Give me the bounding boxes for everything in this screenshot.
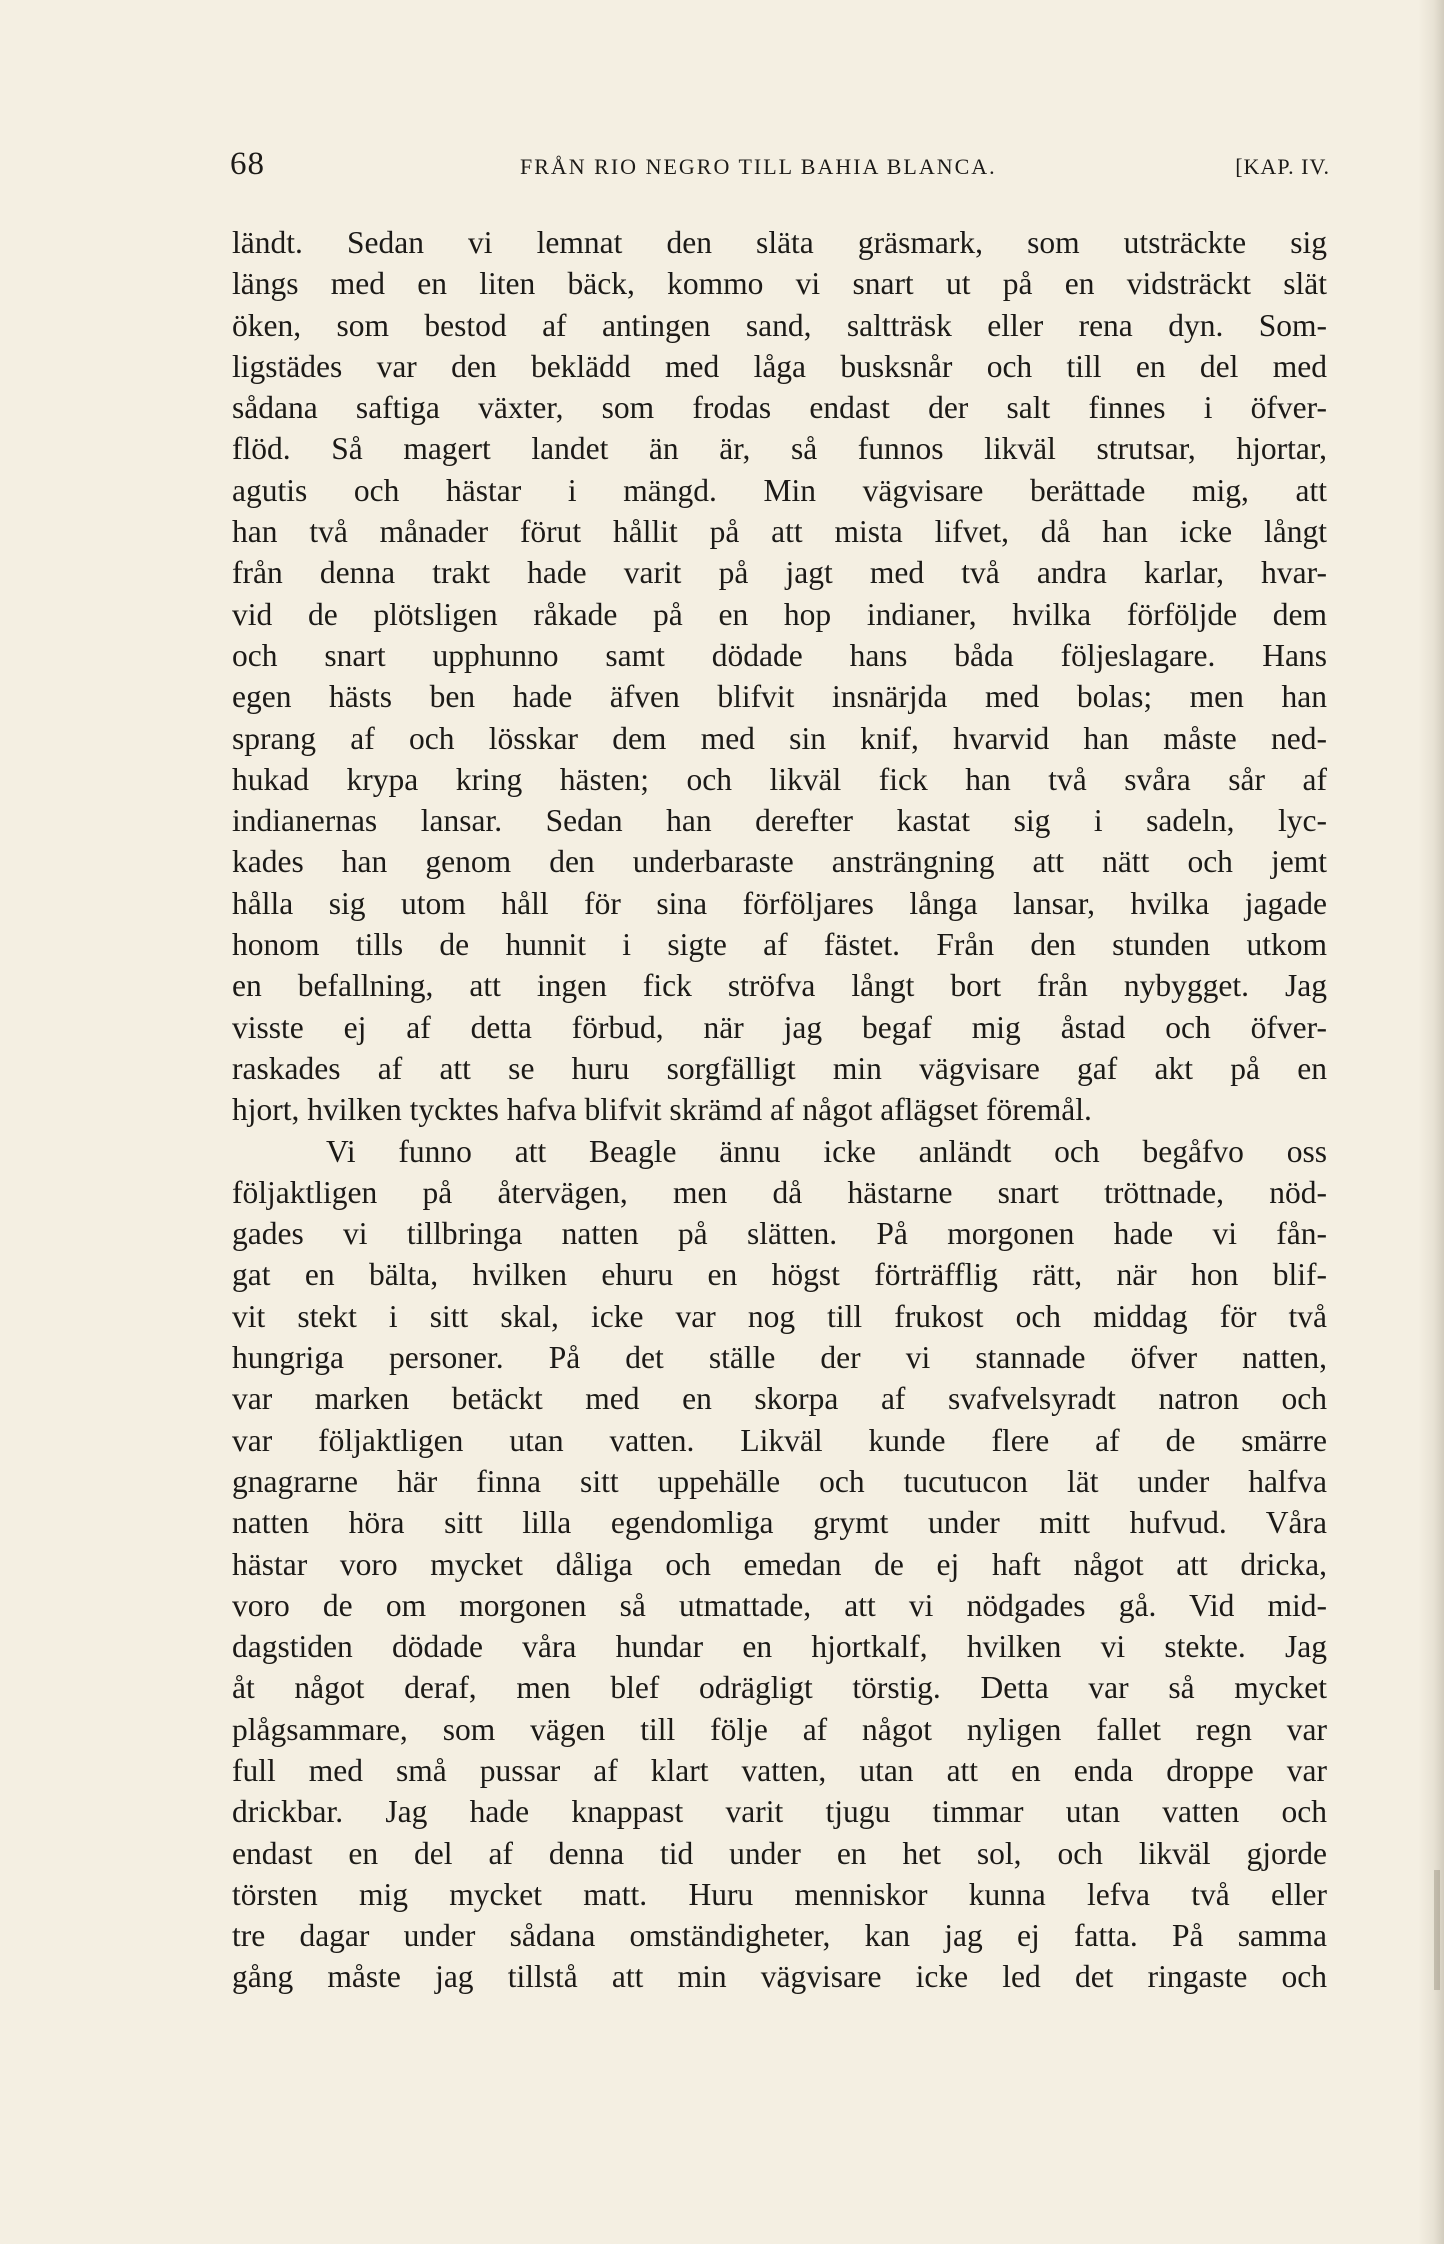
page-number: 68 xyxy=(230,146,265,182)
text-line: gång måste jag tillstå att min vägvisare icke led det ringaste och xyxy=(232,1959,1327,1995)
text-line: drickbar. Jag hade knappast varit tjugu timmar utan vatten och xyxy=(232,1794,1327,1830)
page-edge-shadow xyxy=(1418,0,1444,2244)
text-line: full med små pussar af klart vatten, utan att en enda droppe var xyxy=(232,1752,1327,1788)
text-line: vid de plötsligen råkade på en hop indianer, hvilka förföljde dem xyxy=(232,596,1327,632)
text-line: hålla sig utom håll för sina förföljares långa lansar, hvilka jagade xyxy=(232,885,1327,921)
text-line: sprang af och lösskar dem med sin knif, hvarvid han måste ned- xyxy=(232,720,1327,756)
text-line: följaktligen på återvägen, men då hästarne snart tröttnade, nöd- xyxy=(232,1174,1327,1210)
text-line: egen hästs ben hade äfven blifvit insnärjda med bolas; men han xyxy=(232,679,1327,715)
text-line: och snart upphunno samt dödade hans båda följeslagare. Hans xyxy=(232,637,1327,673)
text-line: hukad krypa kring hästen; och likväl fick han två svåra sår af xyxy=(232,761,1327,797)
text-line: gat en bälta, hvilken ehuru en högst förträfflig rätt, när hon blif- xyxy=(232,1257,1327,1293)
text-line: voro de om morgonen så utmattade, att vi nödgades gå. Vid mid- xyxy=(232,1587,1327,1623)
text-line: en befallning, att ingen fick ströfva långt bort från nybygget. Jag xyxy=(232,968,1327,1004)
text-line: natten höra sitt lilla egendomliga grymt under mitt hufvud. Våra xyxy=(232,1505,1327,1541)
text-line: tre dagar under sådana omständigheter, kan jag ej fatta. På samma xyxy=(232,1918,1327,1954)
text-line: törsten mig mycket matt. Huru menniskor kunna lefva två eller xyxy=(232,1876,1327,1912)
text-line: längs med en liten bäck, kommo vi snart ut på en vidsträckt slät xyxy=(232,266,1327,302)
text-line: indianernas lansar. Sedan han derefter kastat sig i sadeln, lyc- xyxy=(232,803,1327,839)
text-line: han två månader förut hållit på att mista lifvet, då han icke långt xyxy=(232,514,1327,550)
text-line: raskades af att se huru sorgfälligt min vägvisare gaf akt på en xyxy=(232,1050,1327,1086)
running-header xyxy=(230,146,1330,196)
page-margin-mark xyxy=(1434,1870,1440,1990)
text-line: sådana saftiga växter, som frodas endast der salt finnes i öfver- xyxy=(232,390,1327,426)
text-line: ländt. Sedan vi lemnat den släta gräsmark, som utsträckte sig xyxy=(232,225,1327,260)
text-line: från denna trakt hade varit på jagt med två andra karlar, hvar- xyxy=(232,555,1327,591)
text-line: agutis och hästar i mängd. Min vägvisare berättade mig, att xyxy=(232,472,1327,508)
text-line: kades han genom den underbaraste ansträngning att nätt och jemt xyxy=(232,844,1327,880)
text-line: öken, som bestod af antingen sand, saltträsk eller rena dyn. Som- xyxy=(232,307,1327,343)
text-line: åt något deraf, men blef odrägligt törstig. Detta var så mycket xyxy=(232,1670,1327,1706)
text-line: var följaktligen utan vatten. Likväl kunde flere af de smärre xyxy=(232,1422,1327,1458)
paragraph-start-line: Vi funno att Beagle ännu icke anländt och begåfvo oss xyxy=(326,1133,1327,1169)
running-title: FRÅN RIO NEGRO TILL BAHIA BLANCA. xyxy=(520,154,997,179)
text-line: honom tills de hunnit i sigte af fästet. Från den stunden utkom xyxy=(232,927,1327,963)
text-line: gades vi tillbringa natten på slätten. På morgonen hade vi fån- xyxy=(232,1216,1327,1252)
text-line: gnagrarne här finna sitt uppehälle och tucutucon lät under halfva xyxy=(232,1463,1327,1499)
text-line: hungriga personer. På det ställe der vi stannade öfver natten, xyxy=(232,1340,1327,1376)
text-line: endast en del af denna tid under en het sol, och likväl gjorde xyxy=(232,1835,1327,1871)
text-line: ligstädes var den beklädd med låga busksnår och till en del med xyxy=(232,348,1327,384)
chapter-reference: [KAP. IV. xyxy=(1235,154,1330,179)
text-line: plågsammare, som vägen till följe af något nyligen fallet regn var xyxy=(232,1711,1327,1747)
text-line: flöd. Så magert landet än är, så funnos likväl strutsar, hjortar, xyxy=(232,431,1327,467)
text-line: vit stekt i sitt skal, icke var nog till frukost och middag för två xyxy=(232,1298,1327,1334)
body-text xyxy=(232,222,1327,1998)
text-line: var marken betäckt med en skorpa af svafvelsyradt natron och xyxy=(232,1381,1327,1417)
paragraph-end-line: hjort, hvilken tycktes hafva blifvit skrämd af något aflägset föremål. xyxy=(232,1092,1092,1128)
text-line: dagstiden dödade våra hundar en hjortkalf, hvilken vi stekte. Jag xyxy=(232,1629,1327,1665)
text-line: visste ej af detta förbud, när jag begaf mig åstad och öfver- xyxy=(232,1009,1327,1045)
text-line: hästar voro mycket dåliga och emedan de ej haft något att dricka, xyxy=(232,1546,1327,1582)
